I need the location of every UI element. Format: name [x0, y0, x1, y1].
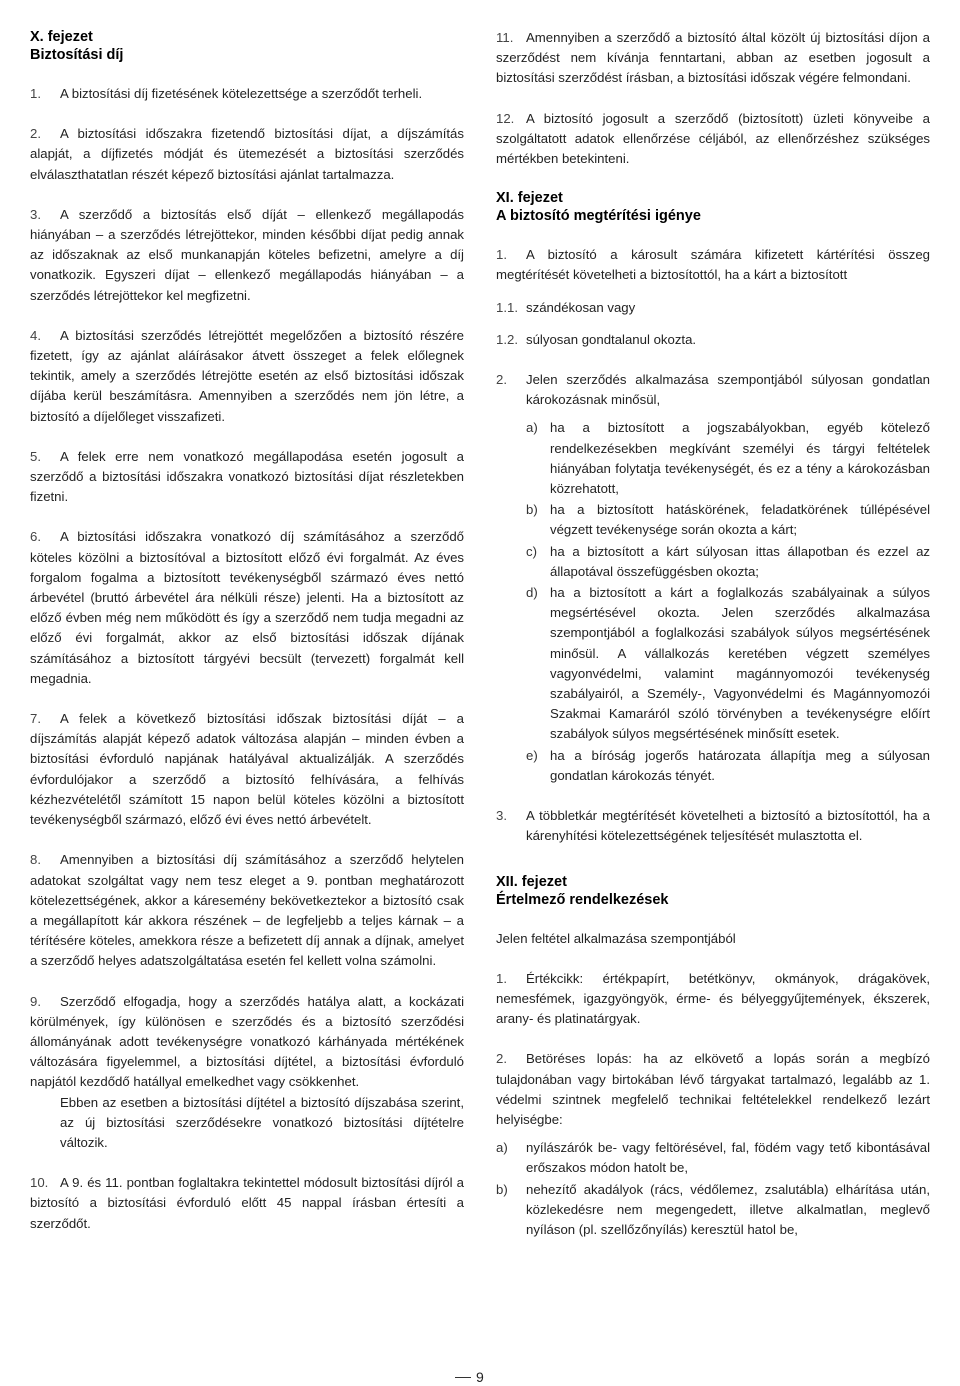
item-text: A 9. és 11. pontban foglaltakra tekintettel módosult biztosítási díjról a biztosító a biztosítási évforduló előtt 45 nappal írásban értesíti a szerződőt.: [30, 1175, 464, 1231]
sub-item: [496, 1180, 930, 1241]
page-footer: [0, 1368, 960, 1386]
sub-text: nyílászárók be- vagy feltörésével, fal, födém vagy tető kibontásával erőszakos módon hatolt be,: [526, 1140, 930, 1176]
sub-item: [496, 542, 930, 582]
item-number: 4.: [30, 327, 41, 343]
item-text: A biztosító jogosult a szerződő (biztosított) üzleti könyveibe a szolgáltatott adatok ellenőrzése céljából, az ellenőrzéshez szükséges mértékben betekinteni.: [496, 110, 930, 167]
sub-text: ha a biztosított a jogszabályokban, egyéb kötelező rendelkezésekben megkívánt személyi és tárgyi feltételek hiányában folytatja tevékenységét, és ez a tény a károkozásban közrehatott,: [550, 420, 930, 497]
sub-text: ha a biztosított a kárt a foglalkozás szabályainak a súlyos megsértésével okozta. Jelen szerződés alkalmazása szempontjából a foglalkozási szabályok súlyos megsértésének minősül. A vállalkozás keretében végzett személyes vagyonvédelmi, valamint magánnyomozói tevékenység szabályairól, a Személy-, Vagyonvédelmi és Magánnyomozói Szakmai Kamaráról szóló törvényben a tevékenységre előírt szabályok súlyos megsértésének minősítt esetek.: [550, 585, 930, 742]
chapter-xi-heading: [496, 189, 930, 225]
item-text: A biztosítási időszakra vonatkozó díj számításához a szerződő köteles közölni a biztosítóval a biztosított előző évi forgalmát. Az éves forgalom fogalma a biztosított tevékenységből származó éves nettó árbevétel (bruttó árbevétel ára nélküli része) jelenti. Ha a biztosított az előző évben még nem működött és így a szerződő nem tudja megadni az előző évi forgalmát, akkor az első biztosítási időszak díjának számításához a biztosított tárgyévi becsült (tervezett) forgalmát kell megadnia.: [30, 529, 464, 686]
item-number: 1.2.: [496, 331, 518, 347]
list-item: [496, 330, 930, 350]
chapter-title: Biztosítási díj: [30, 47, 124, 63]
chapter-xii-heading: [496, 873, 930, 909]
sub-item: [496, 500, 930, 540]
item-text: A biztosítási szerződés létrejöttét megelőzően a biztosító részére fizetett, így az ajánlat aláírásakor átvett összeget a felek előlegnek tekintik, amely a szerződés létrejötte esetén az első biztosítási időszak díjába kerül beszámításra. Amennyiben a szerződés nem jön létre, a biztosító a díjelőleget visszafizeti.: [30, 327, 464, 424]
right-column: [496, 28, 930, 1241]
item-text: Szerződő elfogadja, hogy a szerződés hatálya alatt, a kockázati körülmények, így különösen e szerződés és a biztosító szerződési állományának adott tevékenységre vonatkozó kárhányada mértékének változására figyelemmel, a biztosítási díjtétel, a biztosítási évforduló napjától kezdődő hatállyal emelkedhet vagy csökkenhet.: [30, 993, 464, 1090]
item-number: 1.: [496, 247, 507, 263]
list-item: [496, 245, 930, 285]
item-number: 1.: [30, 86, 41, 101]
sub-item: [496, 418, 930, 499]
chapter-title: Értelmező rendelkezések: [496, 891, 669, 908]
item-number: 9.: [30, 993, 41, 1009]
item-text: A biztosítási díj fizetésének kötelezettsége a szerződőt terheli.: [60, 86, 423, 101]
item-text: A biztosító a károsult számára kifizetett kártérítési összeg megtérítését követelheti a biztosítottól, ha a kárt a biztosított: [496, 247, 930, 283]
item-number: 3.: [30, 206, 41, 222]
sub-letter: d): [526, 585, 538, 601]
item-number: 2.: [496, 1051, 507, 1067]
list-item: [30, 850, 464, 971]
sub-letter: e): [526, 747, 538, 763]
sub-letter: b): [496, 1181, 508, 1197]
chapter-x-heading: [30, 28, 464, 64]
item-number: 12.: [496, 110, 515, 126]
footer-dash: [455, 1377, 471, 1378]
intro-text: Jelen feltétel alkalmazása szempontjából: [496, 930, 736, 946]
item-number: 10.: [30, 1175, 49, 1191]
list-item: [496, 28, 930, 89]
item-text: súlyosan gondtalanul okozta.: [526, 331, 697, 347]
item-number: 1.1.: [496, 299, 518, 315]
item-number: 1.: [496, 970, 507, 986]
left-column: [30, 28, 464, 1254]
item-number: 5.: [30, 448, 41, 464]
item-number: 11.: [496, 30, 514, 45]
item-text: A többletkár megtérítését követelheti a biztosító a biztosítottól, ha a kárenyhítési kötelezettségének teljesítését mulasztotta el.: [526, 808, 930, 844]
item-number: 3.: [496, 808, 507, 824]
item-number: 6.: [30, 529, 41, 545]
list-item: [30, 124, 464, 185]
item-text: Amennyiben a biztosítási díj számításához a szerződő helytelen adatokat szolgáltat vagy nem tesz eleget a 9. pontban meghatározott kötelezettségének, akkor a káresemény bekövetkeztekor a biztosító csak a megállapított kár akkora részének – de legfeljebb a teljes kárnak – a térítésére köteles, amekkora része a befizetett díj annak a díjnak, amelyet a szerződő helyes adatszolgáltatása esetén fel kellett volna számolni.: [30, 852, 464, 969]
sub-text: nehezítő akadályok (rács, védőlemez, zsalutábla) elhárítása után, közlekedésre nem megengedett, illetve alkalmatlan, meglevő nyíláson (pl. szellőzőnyílás) keresztül hatol be,: [526, 1181, 930, 1237]
sub-item: [496, 746, 930, 786]
item-text: Jelen szerződés alkalmazása szempontjából súlyosan gondatlan károkozásnak minősül,: [526, 372, 930, 408]
chapter-number: XII. fejezet: [496, 873, 567, 890]
item-text: szándékosan vagy: [526, 299, 636, 315]
sub-letter: b): [526, 502, 538, 518]
sub-text: ha a bíróság jogerős határozata állapítja meg a súlyosan gondatlan károkozás tényét.: [550, 747, 930, 783]
page-number: 9: [476, 1369, 484, 1385]
item-text-continued: Ebben az esetben a biztosítási díjtétel a biztosító díjszabása szerint, az új biztosítási szerződésekre vonatkozó biztosítási díjtételre változik.: [60, 1094, 464, 1150]
item-number: 2.: [496, 372, 507, 388]
sub-letter: c): [526, 543, 537, 559]
list-item: [30, 709, 464, 830]
list-item: [30, 527, 464, 689]
chapter-number: X. fejezet: [30, 29, 93, 45]
list-item: [30, 992, 464, 1154]
chapter-title: A biztosító megtérítési igénye: [496, 208, 701, 225]
item-text: A biztosítási időszakra fizetendő biztosítási díjat, a díjszámítás alapját, a díjfizetés módját és ütemezését a biztosítási szerződés elválaszthatatlan részét képező biztosítási ajánlat tartalmazza.: [30, 126, 464, 182]
item-text: Értékcikk: értékpapírt, betétkönyv, okmányok, drágakövek, nemesfémek, igazgyöngyök, érme- és bélyeggyűjtemények, ékszerek, arany- és platinatárgyak.: [496, 970, 930, 1027]
list-item: [30, 1173, 464, 1234]
list-item: [496, 969, 930, 1030]
list-item: [496, 298, 930, 318]
sub-letter: a): [496, 1140, 508, 1156]
item-number: 7.: [30, 711, 41, 727]
list-item: [496, 806, 930, 846]
item-text: A felek erre nem vonatkozó megállapodása esetén jogosult a szerződő a biztosítási időszakra vonatkozó biztosítási díjat részletekben fizetni.: [30, 448, 464, 505]
item-text: A felek a következő biztosítási időszak biztosítási díját – a díjszámítás alapját képező adatok változása alapján – minden évben a biztosítási évforduló napjának hatályával aktualizálják. A szerződés évfordulójakor a szerződő a biztosító felhívására, a felhívás kézhezvételétől számított 15 napon belül köteles közölni a biztosított tevékenységből származó, előző évi éves nettó árbevételt.: [30, 711, 464, 828]
list-item: [496, 1049, 930, 1130]
sub-text: ha a biztosított hatáskörének, feladatkörének túllépésével végzett tevékenysége során okozta a kárt;: [550, 502, 930, 538]
sub-item: [496, 1138, 930, 1178]
list-item: [30, 326, 464, 427]
chapter-number: XI. fejezet: [496, 190, 563, 207]
sub-letter: a): [526, 420, 538, 436]
list-item: [30, 84, 464, 104]
item-text: A szerződő a biztosítás első díját – ellenkező megállapodás hiányában – a szerződés létrejöttekor, minden későbbi díjat pedig annak az időszaknak az első munkanapján köteles befizetni, amelyre a díj vonatkozik. Egyszeri díjat – ellenkező megállapodás hiányában – a szerződés létrejöttekor kel megfizetni.: [30, 206, 464, 303]
item-number: 2.: [30, 126, 41, 142]
sub-text: ha a biztosított a kárt súlyosan ittas állapotban és ezzel az állapotával összefüggésben okozta;: [550, 543, 930, 579]
list-item: [496, 370, 930, 410]
item-text: Amennyiben a szerződő a biztosító által közölt új biztosítási díjon a szerződést nem kívánja fenntartani, abban az esetben jogosult a biztosítási szerződést írásban, a biztosítási időszak végére felmondani.: [496, 30, 930, 86]
list-item: [30, 205, 464, 306]
item-number: 8.: [30, 852, 41, 868]
list-item: [496, 109, 930, 170]
sub-item: [496, 583, 930, 745]
list-item: [30, 447, 464, 508]
item-text: Betöréses lopás: ha az elkövető a lopás során a megbízó tulajdonában vagy birtokában lévő tárgyakat tartalmazó, legalább az 1. védelmi szintnek megfelelő technikai feltételekkel rendelkező lezárt helyiségbe:: [496, 1051, 930, 1127]
